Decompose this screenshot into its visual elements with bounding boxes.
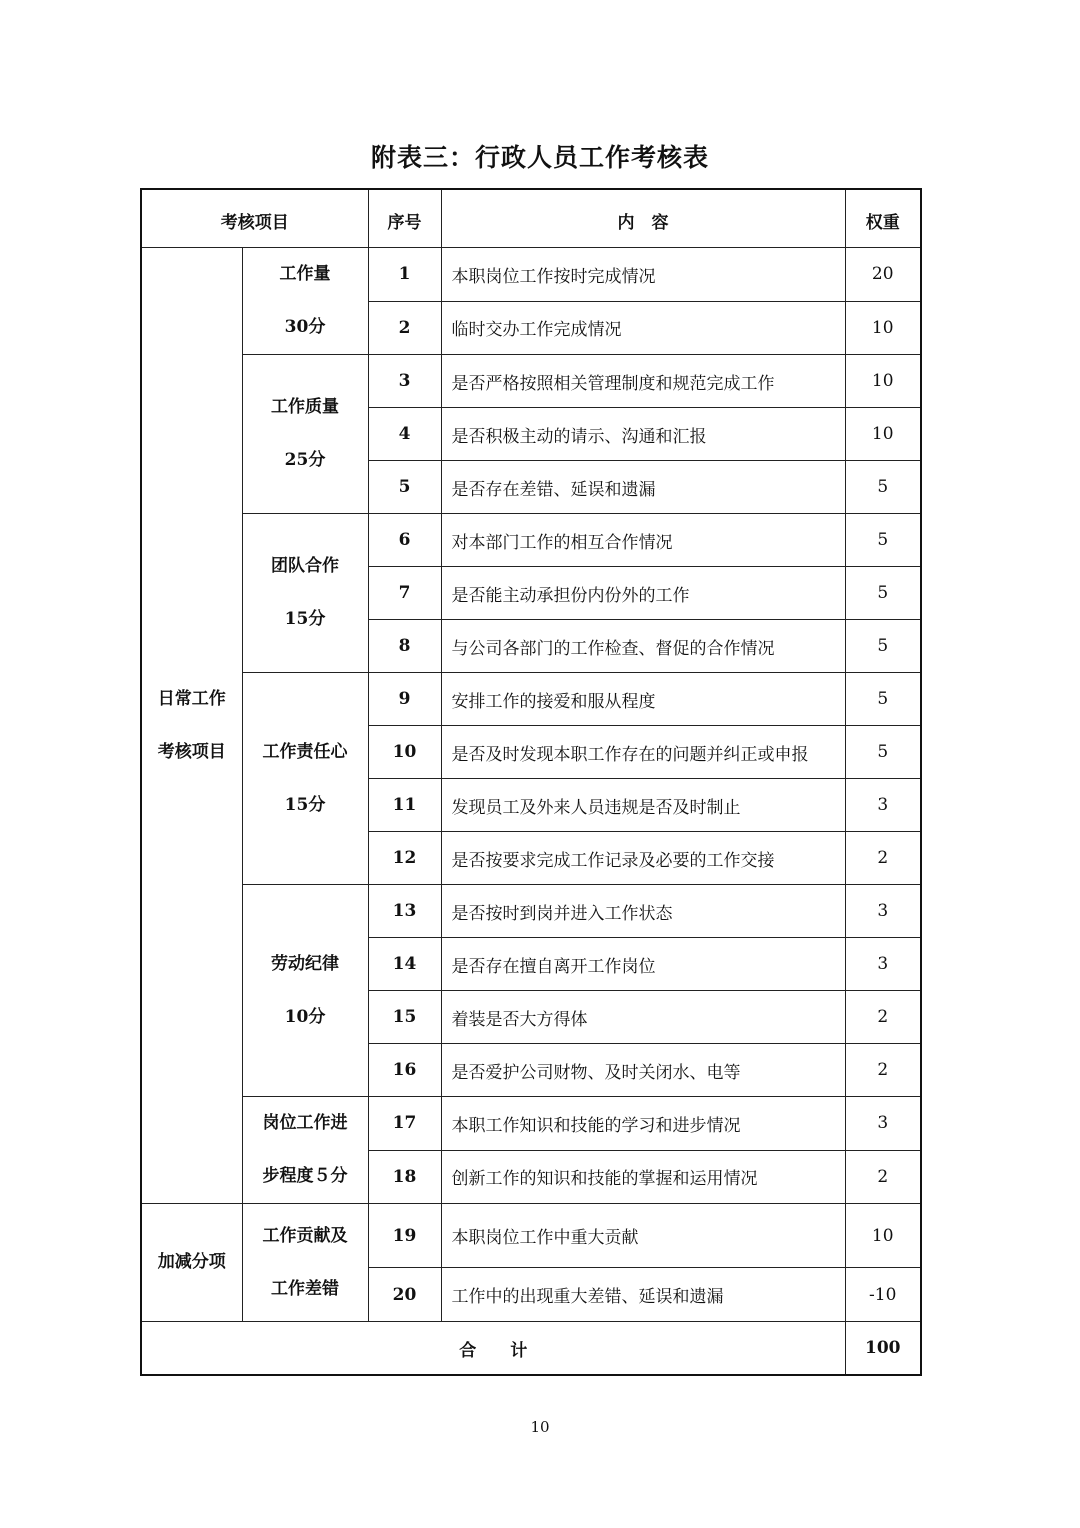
group-quality: 工作质量 25分 [242, 355, 368, 514]
table-header-row [141, 189, 921, 248]
row-content: 对本部门工作的相互合作情况 [441, 514, 845, 567]
row-content: 是否积极主动的请示、沟通和汇报 [441, 408, 845, 461]
row-weight: 2 [845, 991, 921, 1044]
row-no: 7 [368, 567, 441, 620]
row-no: 6 [368, 514, 441, 567]
total-label: 合 计 [141, 1322, 845, 1376]
row-content: 是否存在差错、延误和遗漏 [441, 461, 845, 514]
row-weight: 10 [845, 301, 921, 355]
table-row [141, 514, 921, 567]
row-weight: 2 [845, 1150, 921, 1204]
row-content: 是否按时到岗并进入工作状态 [441, 885, 845, 938]
total-value: 100 [845, 1322, 921, 1376]
row-weight: 5 [845, 620, 921, 673]
group-responsibility: 工作责任心 15分 [242, 673, 368, 885]
group-progress: 岗位工作进 步程度５分 [242, 1097, 368, 1204]
row-weight: 10 [845, 355, 921, 408]
group-workload: 工作量 30分 [242, 248, 368, 355]
row-no: 16 [368, 1044, 441, 1097]
row-no: 1 [368, 248, 441, 302]
total-row [141, 1322, 921, 1376]
row-content: 是否存在擅自离开工作岗位 [441, 938, 845, 991]
page-title: 附表三：行政人员工作考核表 [370, 143, 709, 172]
row-no: 2 [368, 301, 441, 355]
table-row [141, 248, 921, 302]
group-contribution: 工作贡献及 工作差错 [242, 1204, 368, 1322]
row-no: 5 [368, 461, 441, 514]
row-content: 与公司各部门的工作检查、督促的合作情况 [441, 620, 845, 673]
row-weight: 5 [845, 461, 921, 514]
row-no: 20 [368, 1268, 441, 1322]
table-row [141, 1097, 921, 1151]
row-no: 18 [368, 1150, 441, 1204]
row-no: 9 [368, 673, 441, 726]
row-content: 着装是否大方得体 [441, 991, 845, 1044]
group-discipline: 劳动纪律 10分 [242, 885, 368, 1097]
row-no: 14 [368, 938, 441, 991]
header-content: 内 容 [441, 189, 845, 248]
row-weight: 5 [845, 673, 921, 726]
row-content: 发现员工及外来人员违规是否及时制止 [441, 779, 845, 832]
row-weight: 3 [845, 885, 921, 938]
header-weight: 权重 [845, 189, 921, 248]
row-weight: 2 [845, 1044, 921, 1097]
category-daily: 日常工作 考核项目 [141, 248, 242, 1204]
row-no: 4 [368, 408, 441, 461]
row-content: 是否及时发现本职工作存在的问题并纠正或申报 [441, 726, 845, 779]
row-weight: 10 [845, 408, 921, 461]
row-content: 创新工作的知识和技能的掌握和运用情况 [441, 1150, 845, 1204]
row-content: 本职岗位工作按时完成情况 [441, 248, 845, 302]
table-row [141, 355, 921, 408]
row-weight: 5 [845, 567, 921, 620]
row-no: 17 [368, 1097, 441, 1151]
assessment-table [140, 188, 922, 1376]
group-teamwork: 团队合作 15分 [242, 514, 368, 673]
table-row [141, 1204, 921, 1268]
row-content: 本职工作知识和技能的学习和进步情况 [441, 1097, 845, 1151]
row-no: 8 [368, 620, 441, 673]
row-content: 是否爱护公司财物、及时关闭水、电等 [441, 1044, 845, 1097]
row-content: 是否能主动承担份内份外的工作 [441, 567, 845, 620]
row-content: 临时交办工作完成情况 [441, 301, 845, 355]
row-no: 15 [368, 991, 441, 1044]
row-no: 3 [368, 355, 441, 408]
row-weight: -10 [845, 1268, 921, 1322]
table-row [141, 673, 921, 726]
page-number: 10 [530, 1418, 550, 1436]
row-content: 是否按要求完成工作记录及必要的工作交接 [441, 832, 845, 885]
row-no: 12 [368, 832, 441, 885]
row-no: 11 [368, 779, 441, 832]
row-weight: 3 [845, 938, 921, 991]
row-weight: 3 [845, 779, 921, 832]
row-weight: 5 [845, 514, 921, 567]
row-weight: 2 [845, 832, 921, 885]
row-no: 13 [368, 885, 441, 938]
row-content: 本职岗位工作中重大贡献 [441, 1204, 845, 1268]
row-no: 10 [368, 726, 441, 779]
category-bonus: 加减分项 [141, 1204, 242, 1322]
row-weight: 20 [845, 248, 921, 302]
row-weight: 3 [845, 1097, 921, 1151]
row-weight: 10 [845, 1204, 921, 1268]
row-content: 安排工作的接爱和服从程度 [441, 673, 845, 726]
header-seq: 序号 [368, 189, 441, 248]
row-content: 是否严格按照相关管理制度和规范完成工作 [441, 355, 845, 408]
table-row [141, 885, 921, 938]
row-weight: 5 [845, 726, 921, 779]
header-item: 考核项目 [141, 189, 368, 248]
row-no: 19 [368, 1204, 441, 1268]
row-content: 工作中的出现重大差错、延误和遗漏 [441, 1268, 845, 1322]
